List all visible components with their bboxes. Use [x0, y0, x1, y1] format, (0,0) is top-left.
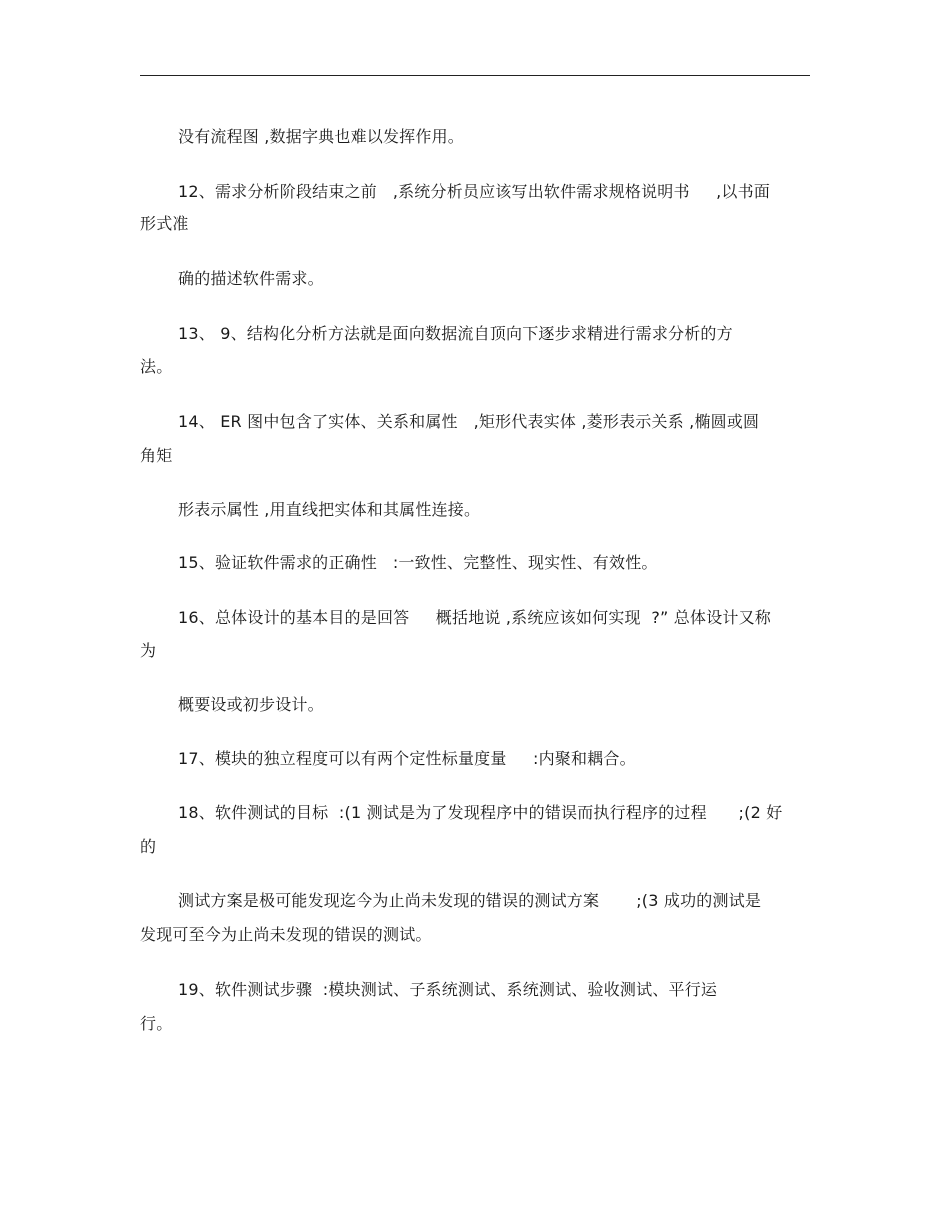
text-line: 15、验证软件需求的正确性 :一致性、完整性、现实性、有效性。: [178, 553, 658, 572]
text-line: 19、软件测试步骤 :模块测试、子系统测试、系统测试、验收测试、平行运: [178, 980, 718, 999]
text-line: 法。: [140, 357, 173, 376]
text-line: 形表示属性 ,用直线把实体和其属性连接。: [178, 500, 481, 519]
text-line: 为: [140, 641, 157, 660]
header-rule: [140, 75, 810, 76]
text-line: 16、总体设计的基本目的是回答 概括地说 ,系统应该如何实现 ?” 总体设计又称: [178, 608, 772, 627]
text-line: 形式准: [140, 214, 189, 233]
text-line: 角矩: [140, 446, 173, 465]
text-line: 14、 ER 图中包含了实体、关系和属性 ,矩形代表实体 ,菱形表示关系 ,椭圆或圆: [178, 412, 760, 431]
text-line: 18、软件测试的目标 :(1 测试是为了发现程序中的错误而执行程序的过程 ;(2 好: [178, 803, 783, 822]
text-line: 12、需求分析阶段结束之前 ,系统分析员应该写出软件需求规格说明书 ,以书面: [178, 182, 771, 201]
text-line: 没有流程图 ,数据字典也难以发挥作用。: [178, 127, 464, 146]
text-line: 行。: [140, 1014, 173, 1033]
text-line: 的: [140, 837, 157, 856]
text-line: 17、模块的独立程度可以有两个定性标量度量 :内聚和耦合。: [178, 749, 636, 768]
text-line: 概要设或初步设计。: [178, 695, 324, 714]
text-line: 发现可至今为止尚未发现的错误的测试。: [140, 925, 432, 944]
text-line: 13、 9、结构化分析方法就是面向数据流自顶向下逐步求精进行需求分析的方: [178, 324, 733, 343]
text-line: 测试方案是极可能发现迄今为止尚未发现的错误的测试方案 ;(3 成功的测试是: [178, 891, 762, 910]
text-line: 确的描述软件需求。: [178, 269, 324, 288]
